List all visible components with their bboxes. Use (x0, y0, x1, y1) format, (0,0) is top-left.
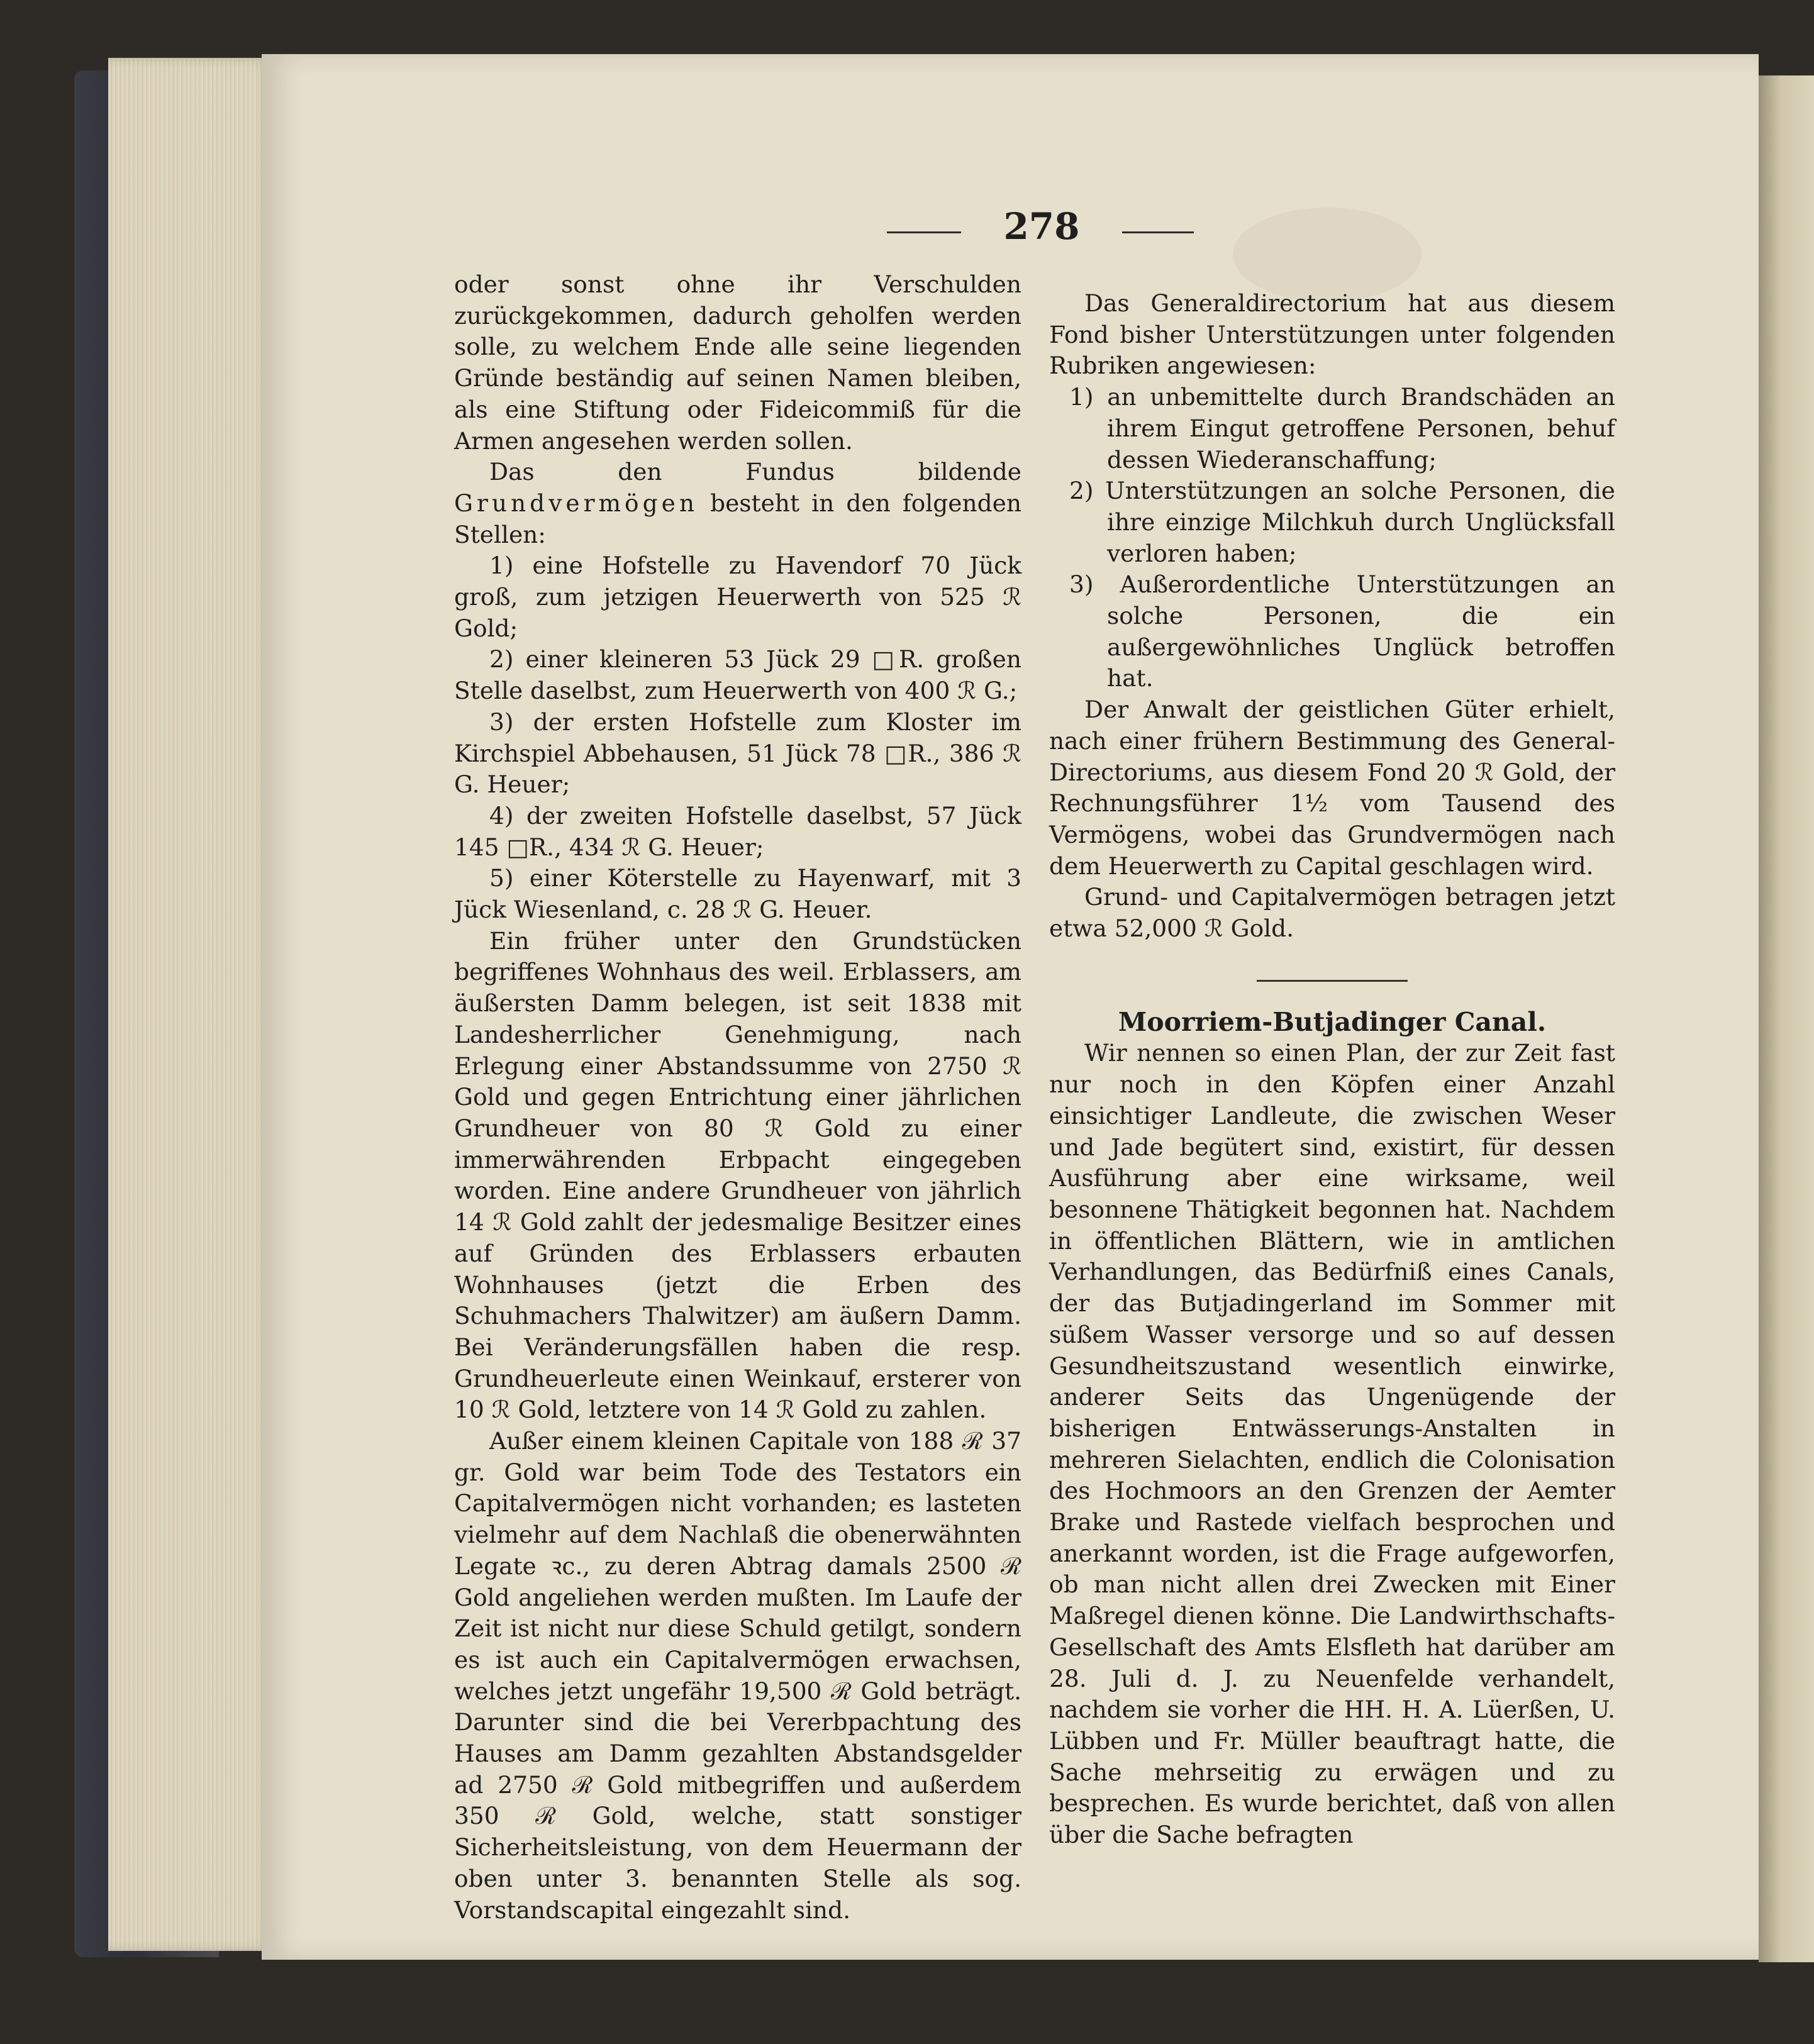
list-item: 2) einer kleineren 53 Jück 29 □R. großen Stelle daselbst, zum Heuerwerth von 400 ℛ G.; (454, 645, 1021, 705)
paragraph (454, 457, 1021, 550)
paragraph: Wir nennen so einen Plan, der zur Zeit fast nur noch in den Köpfen einer Anzahl einsichtiger Landleute, die zwischen Weser und Jade begütert sind, existirt, für dessen Ausführung aber eine wirksame, weil besonnene Thätigkeit begonnen hat. Nachdem in öffentlichen Blättern, wie in amtlichen Verhandlungen, das Bedürfniß eines Canals, der das Butjadingerland im Sommer mit süßem Wasser versorge und so auf dessen Gesundheitszustand wesentlich einwirke, anderer Seits das Ungenügende der bisherigen Entwässerungs-Anstalten in mehreren Sielachten, endlich die Colonisation des Hochmoors an den Grenzen der Aemter Brake und Rastede vielfach besprochen und anerkannt worden, ist die Frage aufgeworfen, ob man nicht allen drei Zwecken mit Einer Maßregel dienen könne. Die Landwirthschafts-Gesellschaft des Amts Elsfleth hat darüber am 28. Juli d. J. zu Neuenfelde verhandelt, nachdem sie vorher die HH. H. A. Lüerßen, U. Lübben und Fr. Müller beauftragt hatte, die Sache mehrseitig zu erwägen und zu besprechen. Es wurde berichtet, daß von allen über die Sache befragten (1049, 1039, 1615, 1849)
list-item: 1) an unbemittelte durch Brandschäden an ihrem Eingut getroffene Personen, behuf dessen Wiederanschaffung; (1069, 383, 1615, 474)
paragraph: Der Anwalt der geistlichen Güter erhielt, nach einer frühern Bestimmung des General-Directoriums, aus diesem Fond 20 ℛ Gold, der Rechnungsführer 1½ vom Tausend des Vermögens, wobei das Grundvermögen nach dem Heuerwerth zu Capital geschlagen wird. (1049, 696, 1615, 880)
paragraph-text: besteht in den folgenden Stellen: (454, 489, 1021, 548)
next-page-edge (1759, 75, 1814, 1962)
paragraph: Ein früher unter den Grundstücken begriffenes Wohnhaus des weil. Erblassers, am äußersten Damm belegen, ist seit 1838 mit Landesherrlicher Genehmigung, nach Erlegung einer Abstandssumme von 2750 ℛ Gold und gegen Entrichtung einer jährlichen Grundheuer von 80 ℛ Gold zu einer immerwährenden Erbpacht eingegeben worden. Eine andere Grundheuer von jährlich 14 ℛ Gold zahlt der jedesmalige Besitzer eines auf Gründen des Erblassers erbauten Wohnhauses (jetzt die Erben des Schuhmachers Thalwitzer) am äußern Damm. Bei Veränderungsfällen haben die resp. Grundheuerleute einen Weinkauf, ersterer von 10 ℛ Gold, letztere von 14 ℛ Gold zu zahlen. (454, 926, 1021, 1424)
list-item: 3) der ersten Hofstelle zum Kloster im Kirchspiel Abbehausen, 51 Jück 78 □R., 386 ℛ G. Heuer; (454, 708, 1021, 799)
list-item: 4) der zweiten Hofstelle daselbst, 57 Jück 145 □R., 434 ℛ G. Heuer; (454, 801, 1021, 861)
page-number: 278 (1003, 205, 1080, 248)
paragraph-text: Das den Fundus bildende (489, 458, 1021, 486)
emphasized-term: Grundvermögen (454, 489, 698, 517)
list-item: 2) Unterstützungen an solche Personen, die ihre einzige Milchkuh durch Unglücksfall verloren haben; (1069, 477, 1615, 567)
paragraph: oder sonst ohne ihr Verschulden zurückgekommen, dadurch geholfen werden solle, zu welchem Ende alle seine liegenden Gründe beständig auf seinen Namen bleiben, als eine Stiftung oder Fideicommiß für die Armen angesehen werden sollen. (454, 270, 1021, 455)
list-item: 1) eine Hofstelle zu Havendorf 70 Jück groß, zum jetzigen Heuerwerth von 525 ℛ Gold; (454, 552, 1021, 642)
paragraph: Außer einem kleinen Capitale von 188 ℛ 37 gr. Gold war beim Tode des Testators ein Capitalvermögen nicht vorhanden; es lasteten vielmehr auf dem Nachlaß die obenerwähnten Legate ꝛc., zu deren Abtrag damals 2500 ℛ Gold angeliehen werden mußten. Im Laufe der Zeit ist nicht nur diese Schuld getilgt, sondern es ist auch ein Capitalvermögen erwachsen, welches jetzt ungefähr 19,500 ℛ Gold beträgt. Darunter sind die bei Vererbpachtung des Hauses am Damm gezahlten Abstandsgelder ad 2750 ℛ Gold mitbegriffen und außerdem 350 ℛ Gold, welche, statt sonstiger Sicherheitsleistung, von dem Heuermann der oben unter 3. benannten Stelle als sog. Vorstandscapital eingezahlt sind. (454, 1427, 1021, 1924)
page-number-rule-right (1122, 231, 1194, 233)
list-item: 3) Außerordentliche Unterstützungen an solche Personen, die ein außergewöhnliches Unglück betroffen hat. (1069, 570, 1615, 692)
paragraph: Grund- und Capitalvermögen betragen jetzt etwa 52,000 ℛ Gold. (1049, 883, 1615, 943)
paragraph: Das Generaldirectorium hat aus diesem Fond bisher Unterstützungen unter folgenden Rubriken angewiesen: (1049, 289, 1615, 380)
page-stack-edges (108, 58, 272, 1951)
left-column (454, 269, 1021, 1926)
list-item: 5) einer Köterstelle zu Hayenwarf, mit 3 Jück Wiesenland, c. 28 ℛ G. Heuer. (454, 864, 1021, 924)
section-divider (1257, 980, 1408, 982)
right-column (1049, 288, 1615, 1851)
section-heading: Moorriem-Butjadinger Canal. (1118, 1006, 1547, 1037)
page-number-rule-left (887, 231, 961, 233)
